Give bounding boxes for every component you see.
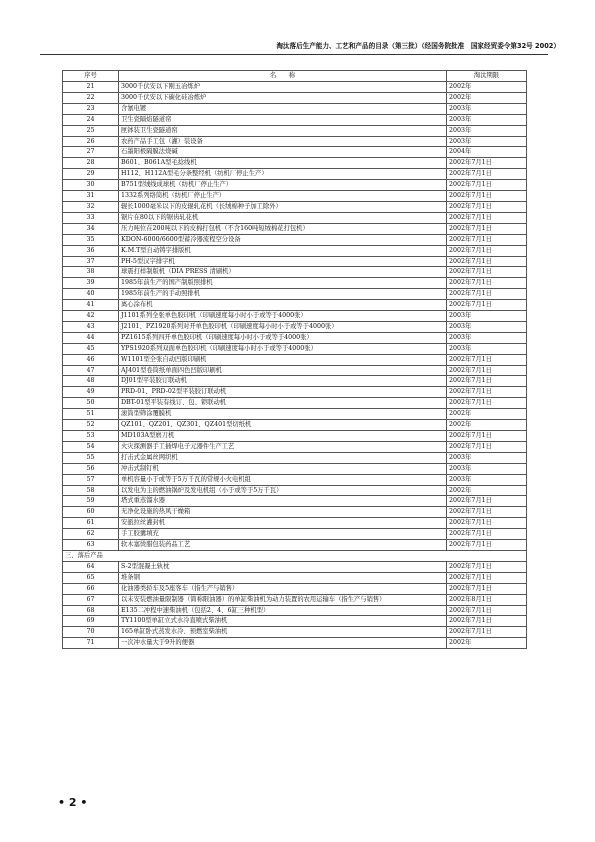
row-name: J2101、PZ1920系列对开单色胶印机（印刷速度每小时小于或等于4000张） bbox=[119, 321, 447, 332]
row-number: 69 bbox=[63, 616, 119, 627]
row-name: QZ101、QZ201、QZ301、QZ401型切纸机 bbox=[119, 420, 447, 431]
table-row bbox=[63, 311, 527, 322]
row-number: 32 bbox=[63, 201, 119, 212]
row-deadline: 2002年7月1日 bbox=[447, 518, 527, 529]
table-row bbox=[63, 463, 527, 474]
row-number: 59 bbox=[63, 496, 119, 507]
table-row bbox=[63, 169, 527, 180]
row-name: E135二冲程中速柴油机（包括2、4、6缸三种机型） bbox=[119, 605, 447, 616]
row-number: 29 bbox=[63, 169, 119, 180]
row-deadline: 2002年7月1日 bbox=[447, 387, 527, 398]
table-row bbox=[63, 267, 527, 278]
table-row bbox=[63, 420, 527, 431]
row-name: 冲击式制钉机 bbox=[119, 463, 447, 474]
row-name: 压力吨位在200吨以下的皮棉打包机（不含160吨短绒棉花打包机） bbox=[119, 223, 447, 234]
table-row bbox=[63, 561, 527, 572]
row-deadline: 2003年 bbox=[447, 103, 527, 114]
table-row bbox=[63, 496, 527, 507]
row-deadline: 2002年7月1日 bbox=[447, 245, 527, 256]
row-number: 49 bbox=[63, 387, 119, 398]
row-number: 57 bbox=[63, 474, 119, 485]
table-row bbox=[63, 376, 527, 387]
row-deadline: 2002年7月1日 bbox=[447, 398, 527, 409]
row-number: 35 bbox=[63, 234, 119, 245]
table-row bbox=[63, 343, 527, 354]
table-row bbox=[63, 529, 527, 540]
row-name: 无净化设施的热风干燥箱 bbox=[119, 507, 447, 518]
row-number: 40 bbox=[63, 289, 119, 300]
table-row bbox=[63, 594, 527, 605]
row-deadline: 2002年7月1日 bbox=[447, 572, 527, 583]
table-row bbox=[63, 627, 527, 638]
row-number: 26 bbox=[63, 136, 119, 147]
row-name: PRD-01、PRD-02型平装胶订联动机 bbox=[119, 387, 447, 398]
table-row bbox=[63, 583, 527, 594]
running-header: 淘汰落后生产能力、工艺和产品的目录（第三批）（经国务院批准 国家经贸委令第32号 2002） bbox=[276, 42, 560, 50]
row-deadline: 2003年 bbox=[447, 125, 527, 136]
row-deadline: 2002年7月1日 bbox=[447, 365, 527, 376]
row-number: 44 bbox=[63, 332, 119, 343]
row-deadline: 2002年7月1日 bbox=[447, 212, 527, 223]
row-number: 47 bbox=[63, 365, 119, 376]
row-deadline: 2003年 bbox=[447, 474, 527, 485]
row-deadline: 2002年7月1日 bbox=[447, 180, 527, 191]
row-deadline: 2003年 bbox=[447, 311, 527, 322]
row-deadline: 2002年7月1日 bbox=[447, 289, 527, 300]
table-row bbox=[63, 234, 527, 245]
row-number: 48 bbox=[63, 376, 119, 387]
table-row bbox=[63, 485, 527, 496]
row-number: 22 bbox=[63, 92, 119, 103]
table-row bbox=[63, 114, 527, 125]
table-row bbox=[63, 398, 527, 409]
table-row bbox=[63, 572, 527, 583]
table-row bbox=[63, 441, 527, 452]
table-row bbox=[63, 616, 527, 627]
row-deadline: 2002年7月1日 bbox=[447, 234, 527, 245]
row-name: H112、H112A型毛分条整经机（纺机厂停止生产） bbox=[119, 169, 447, 180]
row-name: KDON-6000/6600型蓄冷器流程空分设备 bbox=[119, 234, 447, 245]
page-number: • 2 • bbox=[58, 796, 88, 809]
column-header-name: 名 称 bbox=[119, 71, 447, 82]
row-name: 塔式重蒸馏水器 bbox=[119, 496, 447, 507]
row-number: 62 bbox=[63, 529, 119, 540]
table-row bbox=[63, 245, 527, 256]
row-deadline: 2002年7月1日 bbox=[447, 300, 527, 311]
table-row bbox=[63, 201, 527, 212]
row-name: 滚筒型筛涂覆膜机 bbox=[119, 409, 447, 420]
section-label: 三、落后产品 bbox=[63, 550, 527, 561]
table-row bbox=[63, 191, 527, 202]
table-row bbox=[63, 158, 527, 169]
row-name: 卫生瓷隔焰隧道窑 bbox=[119, 114, 447, 125]
row-number: 36 bbox=[63, 245, 119, 256]
table-row bbox=[63, 431, 527, 442]
row-deadline: 2003年 bbox=[447, 332, 527, 343]
row-name: B601、B061A型毛捻线机 bbox=[119, 158, 447, 169]
row-number: 51 bbox=[63, 409, 119, 420]
row-number: 31 bbox=[63, 191, 119, 202]
row-deadline: 2003年 bbox=[447, 321, 527, 332]
table-row bbox=[63, 300, 527, 311]
row-number: 41 bbox=[63, 300, 119, 311]
row-name: PH-5型汉字排字机 bbox=[119, 256, 447, 267]
row-deadline: 2002年7月1日 bbox=[447, 376, 527, 387]
row-name: 锯片在80以下的锯齿轧花机 bbox=[119, 212, 447, 223]
row-number: 39 bbox=[63, 278, 119, 289]
table-row bbox=[63, 387, 527, 398]
table-row bbox=[63, 474, 527, 485]
row-number: 56 bbox=[63, 463, 119, 474]
row-number: 23 bbox=[63, 103, 119, 114]
row-number: 21 bbox=[63, 82, 119, 93]
row-deadline: 2002年7月1日 bbox=[447, 267, 527, 278]
row-number: 28 bbox=[63, 158, 119, 169]
row-number: 64 bbox=[63, 561, 119, 572]
table-row bbox=[63, 518, 527, 529]
row-deadline: 2002年7月1日 bbox=[447, 256, 527, 267]
row-deadline: 2002年7月1日 bbox=[447, 529, 527, 540]
row-deadline: 2004年 bbox=[447, 147, 527, 158]
table-row bbox=[63, 103, 527, 114]
row-name: B751型绒线成球机（纺机厂停止生产） bbox=[119, 180, 447, 191]
row-name: 3000千伏安以下刚玉冶炼炉 bbox=[119, 82, 447, 93]
table-row bbox=[63, 354, 527, 365]
row-deadline: 2002年7月1日 bbox=[447, 169, 527, 180]
rows-group-b bbox=[63, 561, 527, 594]
row-name: S-2型混凝土轨枕 bbox=[119, 561, 447, 572]
row-deadline: 2002年 bbox=[447, 485, 527, 496]
row-number: 42 bbox=[63, 311, 119, 322]
row-number: 43 bbox=[63, 321, 119, 332]
rows-group-a bbox=[63, 82, 527, 551]
row-number: 38 bbox=[63, 267, 119, 278]
row-deadline: 2003年 bbox=[447, 343, 527, 354]
row-deadline: 2003年 bbox=[447, 114, 527, 125]
row-name: 1985年前生产的国产制版照排机 bbox=[119, 278, 447, 289]
table-row bbox=[63, 147, 527, 158]
row-name: 单机容量小于或等于5万千瓦的常规小火电机组 bbox=[119, 474, 447, 485]
row-name: MD103A型磨刀机 bbox=[119, 431, 447, 442]
row-name: DBT-01型平装有线订、包、锁联动机 bbox=[119, 398, 447, 409]
row-number: 54 bbox=[63, 441, 119, 452]
catalog-table bbox=[62, 70, 527, 649]
table-row bbox=[63, 409, 527, 420]
row-deadline: 2002年7月1日 bbox=[447, 507, 527, 518]
row-number: 53 bbox=[63, 431, 119, 442]
table-row bbox=[63, 136, 527, 147]
row-deadline: 2003年 bbox=[447, 463, 527, 474]
row-deadline: 2002年7月1日 bbox=[447, 583, 527, 594]
row-deadline: 2002年 bbox=[447, 409, 527, 420]
row-number: 52 bbox=[63, 420, 119, 431]
row-name: 含氰电镀 bbox=[119, 103, 447, 114]
row-deadline: 2002年7月1日 bbox=[447, 627, 527, 638]
table-row bbox=[63, 278, 527, 289]
row-name: 软木塞烫腊包装药品工艺 bbox=[119, 540, 447, 551]
row-deadline: 2002年7月1日 bbox=[447, 191, 527, 202]
row-name: 以未安装燃油量限制器（简称限油器）的单缸柴油机为动力装置的农用运输车（指生产与销售） bbox=[119, 594, 447, 605]
row-number: 58 bbox=[63, 485, 119, 496]
row-number: 27 bbox=[63, 147, 119, 158]
row-deadline: 2002年7月1日 bbox=[447, 441, 527, 452]
row-number: 65 bbox=[63, 572, 119, 583]
row-number: 70 bbox=[63, 627, 119, 638]
row-number: 24 bbox=[63, 114, 119, 125]
column-header-number: 序号 bbox=[63, 71, 119, 82]
row-number: 60 bbox=[63, 507, 119, 518]
row-name: 石墨阳极隔膜法烧碱 bbox=[119, 147, 447, 158]
row-deadline: 2002年 bbox=[447, 92, 527, 103]
row-name: 球震打样制版机（DIA PRESS 清刷机） bbox=[119, 267, 447, 278]
row-number: 63 bbox=[63, 540, 119, 551]
row-name: K.M.T型自动铸字排版机 bbox=[119, 245, 447, 256]
row-name: 手工胶囊填充 bbox=[119, 529, 447, 540]
row-name: 3000千伏安以下碳化硅冶炼炉 bbox=[119, 92, 447, 103]
table-row bbox=[63, 507, 527, 518]
header-rule bbox=[40, 54, 548, 55]
row-name: DJ01型平装胶订联动机 bbox=[119, 376, 447, 387]
table-row bbox=[63, 92, 527, 103]
row-name: YPS1920系列双面单色胶印机（印刷速度每小时小于或等于4000张） bbox=[119, 343, 447, 354]
row-name: 农药产品手工包（灌）装设备 bbox=[119, 136, 447, 147]
row-number: 67 bbox=[63, 594, 119, 605]
row-number: 37 bbox=[63, 256, 119, 267]
row-number: 68 bbox=[63, 605, 119, 616]
table-row bbox=[63, 223, 527, 234]
table-row bbox=[63, 125, 527, 136]
row-deadline: 2002年7月1日 bbox=[447, 223, 527, 234]
row-deadline: 2002年7月1日 bbox=[447, 496, 527, 507]
row-deadline: 2002年7月1日 bbox=[447, 278, 527, 289]
row-deadline: 2002年7月1日 bbox=[447, 431, 527, 442]
row-name: 一次冲水量大于9升的便器 bbox=[119, 638, 447, 649]
row-number: 55 bbox=[63, 452, 119, 463]
row-name: 化油器类轿车及5座客车（指生产与销售） bbox=[119, 583, 447, 594]
row-name: 火灾探测器手工插焊电子元器件生产工艺 bbox=[119, 441, 447, 452]
row-name: 1332系列络筒机（纺机厂停止生产） bbox=[119, 191, 447, 202]
row-name: J1101系列全张单色胶印机（印刷速度每小时小于或等于4000张） bbox=[119, 311, 447, 322]
column-header-deadline: 淘汰期限 bbox=[447, 71, 527, 82]
table-row bbox=[63, 180, 527, 191]
row-deadline: 2002年7月1日 bbox=[447, 201, 527, 212]
row-name: AJ401型卷筒纸单面四色凹版印刷机 bbox=[119, 365, 447, 376]
table-row bbox=[63, 452, 527, 463]
row-deadline: 2002年7月1日 bbox=[447, 605, 527, 616]
rows-group-c bbox=[63, 605, 527, 649]
table-row bbox=[63, 540, 527, 551]
row-name: W1101型全张自动凹版印刷机 bbox=[119, 354, 447, 365]
row-deadline: 2003年 bbox=[447, 136, 527, 147]
row-name: TY1100型单缸立式水冷直喷式柴油机 bbox=[119, 616, 447, 627]
row-deadline: 2002年8月1日 bbox=[447, 594, 527, 605]
row-name: 安瓿拉丝灌封机 bbox=[119, 518, 447, 529]
row-name: 离心涂布机 bbox=[119, 300, 447, 311]
row-name: 165单缸卧式蒸发水冷、预燃室柴油机 bbox=[119, 627, 447, 638]
row-number: 33 bbox=[63, 212, 119, 223]
row-deadline: 2002年 bbox=[447, 420, 527, 431]
row-number: 50 bbox=[63, 398, 119, 409]
row-deadline: 2003年 bbox=[447, 452, 527, 463]
row-number: 46 bbox=[63, 354, 119, 365]
row-name: 堆条钢 bbox=[119, 572, 447, 583]
row-name: 打击式金属丝网织机 bbox=[119, 452, 447, 463]
row-name: 匣钵装卫生瓷隧道窑 bbox=[119, 125, 447, 136]
section-row bbox=[63, 550, 527, 561]
row-deadline: 2002年 bbox=[447, 82, 527, 93]
row-number: 34 bbox=[63, 223, 119, 234]
row-number: 71 bbox=[63, 638, 119, 649]
table-row bbox=[63, 82, 527, 93]
table-row bbox=[63, 605, 527, 616]
row-name: 以发电为主的燃油锅炉及发电机组（小于或等于5万千瓦） bbox=[119, 485, 447, 496]
table-row bbox=[63, 332, 527, 343]
table-row bbox=[63, 256, 527, 267]
row-deadline: 2002年7月1日 bbox=[447, 354, 527, 365]
row-number: 25 bbox=[63, 125, 119, 136]
row-number: 45 bbox=[63, 343, 119, 354]
table-row bbox=[63, 212, 527, 223]
row-deadline: 2002年7月1日 bbox=[447, 561, 527, 572]
table-row bbox=[63, 638, 527, 649]
row-deadline: 2002年 bbox=[447, 638, 527, 649]
row-deadline: 2002年7月1日 bbox=[447, 540, 527, 551]
row-number: 66 bbox=[63, 583, 119, 594]
row-deadline: 2002年7月1日 bbox=[447, 158, 527, 169]
row-number: 61 bbox=[63, 518, 119, 529]
row-name: PZ1615系列四开单色胶印机（印刷速度每小时小于或等于4000张） bbox=[119, 332, 447, 343]
row-name: 辊长1000毫米以下的皮辊轧花机（长绒棉种子加工除外） bbox=[119, 201, 447, 212]
row-number: 30 bbox=[63, 180, 119, 191]
row-deadline: 2002年7月1日 bbox=[447, 616, 527, 627]
row-name: 1985年前生产的手动照排机 bbox=[119, 289, 447, 300]
table-row bbox=[63, 321, 527, 332]
table-row bbox=[63, 289, 527, 300]
table-row bbox=[63, 365, 527, 376]
table-header-row bbox=[63, 71, 527, 82]
